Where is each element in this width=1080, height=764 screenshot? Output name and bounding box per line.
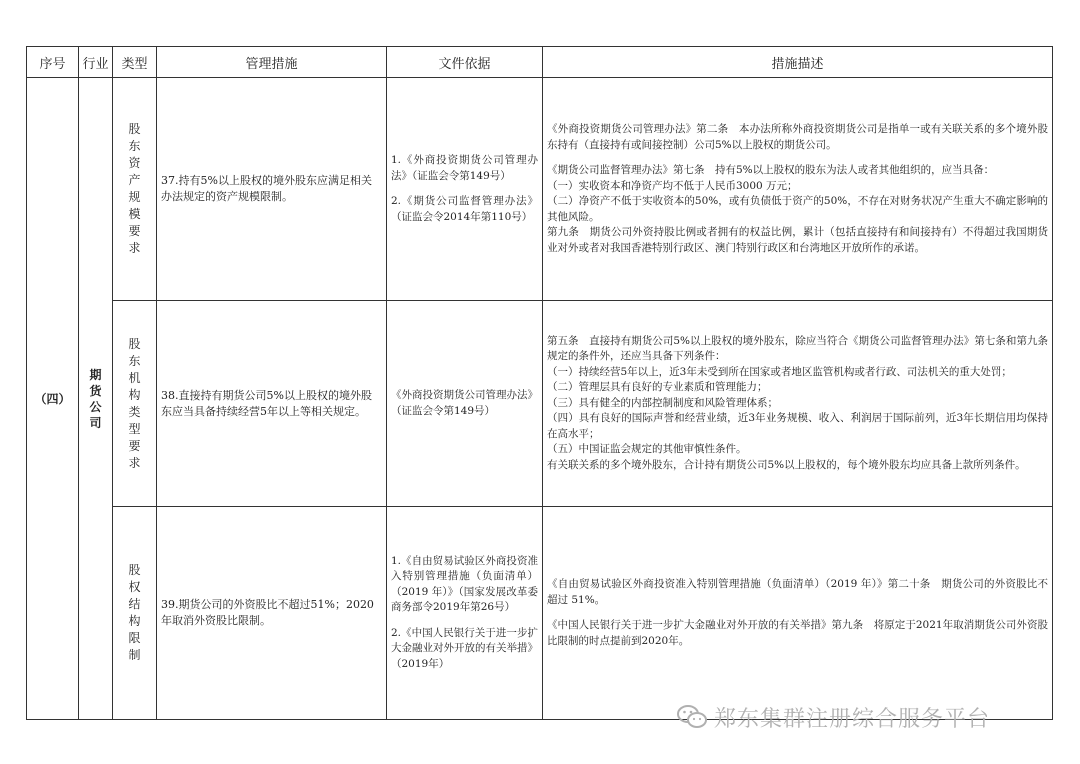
desc-line: （五）中国证监会规定的其他审慎性条件。	[547, 443, 747, 456]
desc-line: 《自由贸易试验区外商投资准入特别管理措施（负面清单）（2019 年）》第二十条 期货公司的外资股比不超过 51%。	[547, 578, 1048, 606]
header-desc: 措施描述	[543, 47, 1053, 78]
type-label: 股东资产规模要求	[128, 122, 141, 255]
desc-line: 《中国人民银行关于进一步扩大金融业对外开放的有关举措》第九条 将原定于2021年取消期货公司外资股比限制的时点提前到2020年。	[547, 619, 1048, 647]
header-industry: 行业	[79, 47, 113, 78]
header-measure: 管理措施	[157, 47, 387, 78]
desc-line: （二）净资产不低于实收资本的50%，或有负债低于资产的50%，不存在对财务状况产生重大不确定影响的其他风险。	[547, 195, 1048, 223]
desc-line: （三）具有健全的内部控制制度和风险管理体系；	[547, 396, 778, 409]
type-label: 股权结构限制	[128, 563, 141, 662]
watermark-text: 郑东集群注册综合服务平台	[714, 706, 991, 732]
desc-line: （一）实收资本和净资产均不低于人民币3000 万元；	[547, 179, 798, 192]
type-cell	[113, 301, 157, 507]
watermark	[676, 700, 990, 734]
basis-item: 1.《外商投资期货公司管理办法》（证监会令第149号）	[391, 154, 538, 182]
type-cell	[113, 507, 157, 720]
regulation-table	[26, 46, 1053, 720]
basis-item: 2.《中国人民银行关于进一步扩大金融业对外开放的有关举措》（2019年）	[391, 626, 538, 670]
desc-cell	[543, 301, 1053, 507]
wechat-icon	[676, 703, 708, 731]
basis-cell	[387, 78, 543, 301]
desc-line: 第九条 期货公司外资持股比例或者拥有的权益比例，累计（包括直接持有和间接持有）不得超过我国期货业对外或者对我国香港特别行政区、澳门特别行政区和台湾地区开放所作的承诺。	[547, 226, 1048, 254]
basis-item: 《外商投资期货公司管理办法》（证监会令第149号）	[391, 389, 538, 417]
desc-line: 《期货公司监督管理办法》第七条 持有5%以上股权的股东为法人或者其他组织的，应当具备：	[547, 164, 995, 176]
desc-line: （一）持续经营5年以上，近3年未受到所在国家或者地区监管机构或者行政、司法机关的重大处罚；	[547, 365, 1012, 378]
desc-line: （四）具有良好的国际声誉和经营业绩，近3年业务规模、收入、利润居于国际前列，近3年长期信用均保持在高水平；	[547, 412, 1048, 440]
desc-cell	[543, 78, 1053, 301]
header-type: 类型	[113, 47, 157, 78]
desc-line: 有关联关系的多个境外股东，合计持有期货公司5%以上股权的，每个境外股东均应具备上款所列条件。	[547, 458, 1026, 471]
measure-cell: 38.直接持有期货公司5%以上股权的境外股东应当具备持续经营5年以上等相关规定。	[157, 301, 387, 507]
measure-cell: 39.期货公司的外资股比不超过51%；2020 年取消外资股比限制。	[157, 507, 387, 720]
measure-cell: 37.持有5%以上股权的境外股东应满足相关办法规定的资产规模限制。	[157, 78, 387, 301]
header-row	[27, 47, 1053, 78]
table-row	[27, 301, 1053, 507]
basis-cell	[387, 507, 549, 720]
table-row	[27, 78, 1053, 301]
type-label: 股东机构类型要求	[128, 336, 141, 470]
table-row	[27, 507, 1053, 720]
desc-line: （二）管理层具有良好的专业素质和管理能力；	[547, 381, 768, 394]
basis-item: 2.《期货公司监督管理办法》（证监会令2014年第110号）	[391, 195, 538, 223]
header-seq: 序号	[27, 47, 79, 78]
basis-cell	[387, 301, 543, 507]
basis-item: 1.《自由贸易试验区外商投资准入特别管理措施（负面清单）（2019 年）》（国家发展改革委 商务部令2019年第26号）	[391, 554, 549, 614]
desc-line: 第五条 直接持有期货公司5%以上股权的境外股东，除应当符合《期货公司监督管理办法》第七条和第九条规定的条件外，还应当具备下列条件：	[547, 334, 1048, 363]
industry-label: 期货公司	[89, 367, 102, 430]
desc-cell	[543, 507, 1053, 720]
seq-cell: （四）	[27, 78, 79, 720]
industry-cell	[79, 78, 113, 720]
header-basis: 文件依据	[387, 47, 543, 78]
type-cell	[113, 78, 157, 301]
desc-line: 《外商投资期货公司管理办法》第二条 本办法所称外商投资期货公司是指单一或有关联关系的多个境外股东持有（直接持有或间接控制）公司5%以上股权的期货公司。	[547, 123, 1048, 151]
